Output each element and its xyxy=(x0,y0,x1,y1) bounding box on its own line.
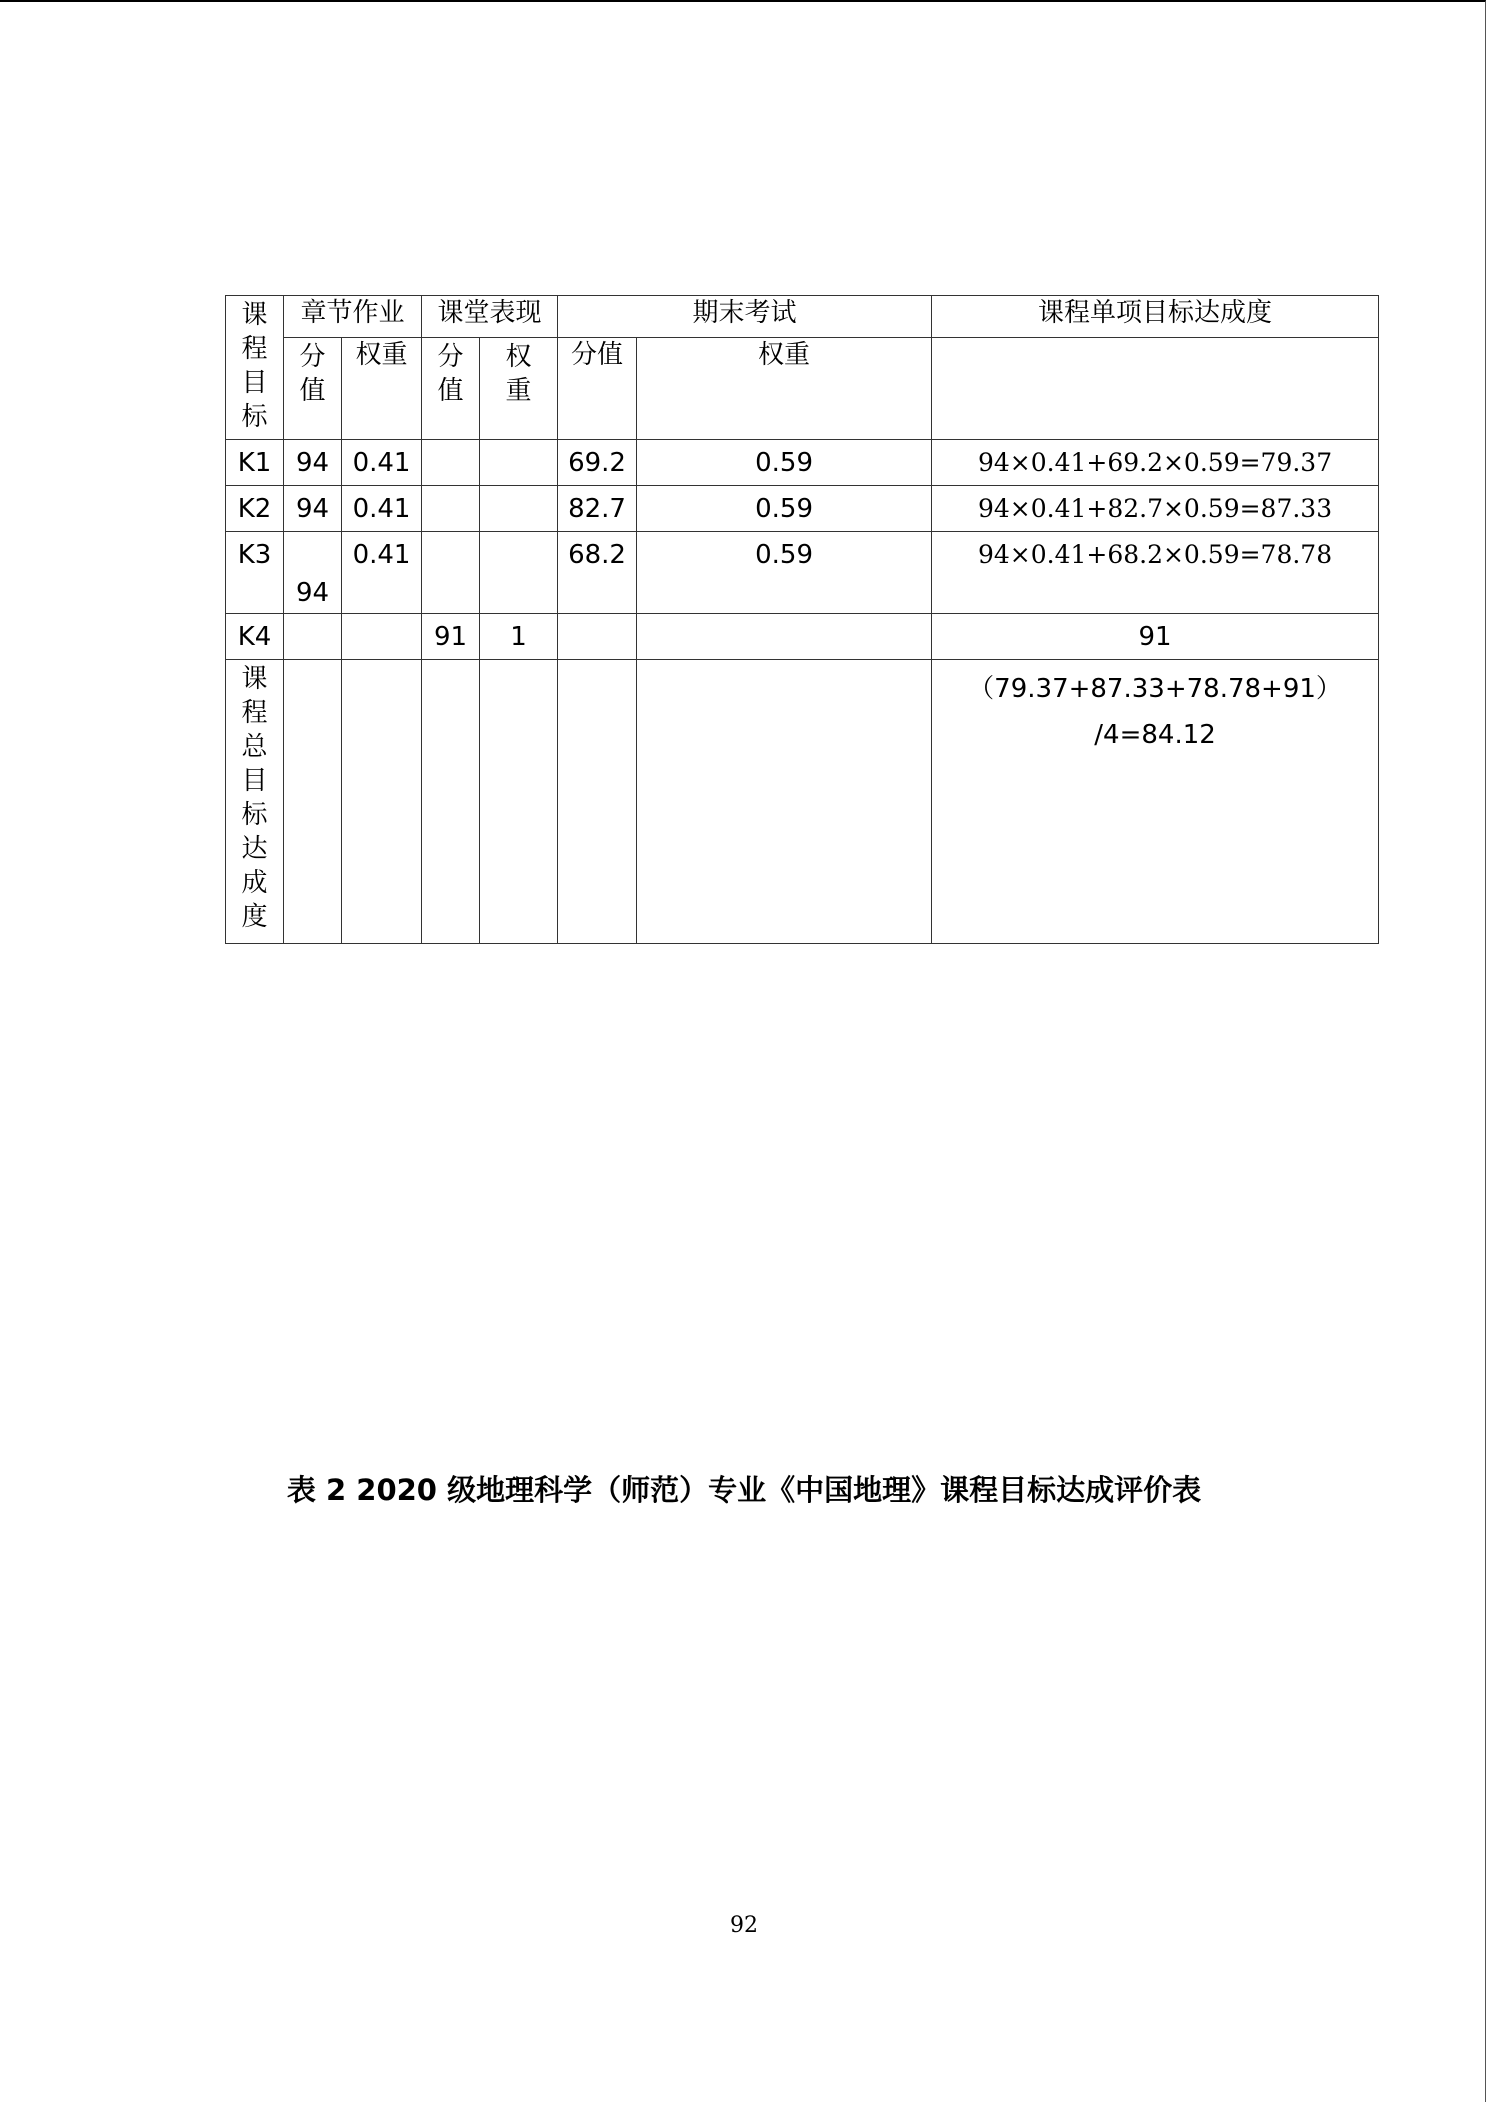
table-row xyxy=(226,486,1379,532)
hw-score: 94 xyxy=(284,440,342,486)
sub-exam-weight: 权重 xyxy=(637,338,932,440)
empty-cell xyxy=(422,660,480,944)
header-single-achievement: 课程单项目标达成度 xyxy=(932,296,1379,338)
cls-score: 91 xyxy=(422,614,480,660)
hw-weight: 0.41 xyxy=(342,486,422,532)
table-row xyxy=(226,532,1379,614)
row-id: K3 xyxy=(226,532,284,614)
cls-weight xyxy=(480,486,558,532)
table-row xyxy=(226,440,1379,486)
achievement: 94×0.41+68.2×0.59=78.78 xyxy=(932,532,1379,614)
hw-score: 94 xyxy=(284,486,342,532)
row-id: K4 xyxy=(226,614,284,660)
exam-weight: 0.59 xyxy=(637,532,932,614)
empty-cell xyxy=(480,660,558,944)
hw-weight: 0.41 xyxy=(342,532,422,614)
header-row-2 xyxy=(226,338,1379,440)
exam-weight: 0.59 xyxy=(637,486,932,532)
table-caption: 表 2 2020 级地理科学（师范）专业《中国地理》课程目标达成评价表 xyxy=(286,1473,1202,1507)
cls-weight xyxy=(480,532,558,614)
cls-score xyxy=(422,532,480,614)
table-row xyxy=(226,614,1379,660)
sub-hw-score: 分值 xyxy=(284,338,342,440)
row-id: K1 xyxy=(226,440,284,486)
sub-exam-score: 分值 xyxy=(558,338,637,440)
exam-weight: 0.59 xyxy=(637,440,932,486)
empty-cell xyxy=(637,660,932,944)
total-achievement xyxy=(932,660,1379,944)
achievement: 91 xyxy=(932,614,1379,660)
header-row-1 xyxy=(226,296,1379,338)
total-formula-line1: （79.37+87.33+78.78+91） xyxy=(968,674,1342,704)
exam-weight xyxy=(637,614,932,660)
empty-cell xyxy=(342,660,422,944)
total-formula-line2: /4=84.12 xyxy=(1094,720,1216,750)
hw-weight xyxy=(342,614,422,660)
hw-weight: 0.41 xyxy=(342,440,422,486)
empty-cell xyxy=(558,660,637,944)
hw-score xyxy=(284,614,342,660)
row-id: K2 xyxy=(226,486,284,532)
empty-cell xyxy=(284,660,342,944)
header-course-objective: 课程目标 xyxy=(226,296,284,440)
cls-weight: 1 xyxy=(480,614,558,660)
exam-score: 68.2 xyxy=(558,532,637,614)
sub-cls-weight: 权重 xyxy=(480,338,558,440)
cls-score xyxy=(422,440,480,486)
sub-hw-weight: 权重 xyxy=(342,338,422,440)
page-number: 92 xyxy=(730,1913,758,1938)
header-homework: 章节作业 xyxy=(284,296,422,338)
achievement: 94×0.41+82.7×0.59=87.33 xyxy=(932,486,1379,532)
exam-score: 82.7 xyxy=(558,486,637,532)
total-label: 课程总目标达成度 xyxy=(226,660,284,944)
hw-score: 94 xyxy=(284,532,342,614)
total-row xyxy=(226,660,1379,944)
exam-score: 69.2 xyxy=(558,440,637,486)
cls-weight xyxy=(480,440,558,486)
header-classroom: 课堂表现 xyxy=(422,296,558,338)
header-final-exam: 期末考试 xyxy=(558,296,932,338)
achievement: 94×0.41+69.2×0.59=79.37 xyxy=(932,440,1379,486)
sub-cls-score: 分值 xyxy=(422,338,480,440)
cls-score xyxy=(422,486,480,532)
sub-empty xyxy=(932,338,1379,440)
exam-score xyxy=(558,614,637,660)
achievement-table xyxy=(225,295,1379,944)
